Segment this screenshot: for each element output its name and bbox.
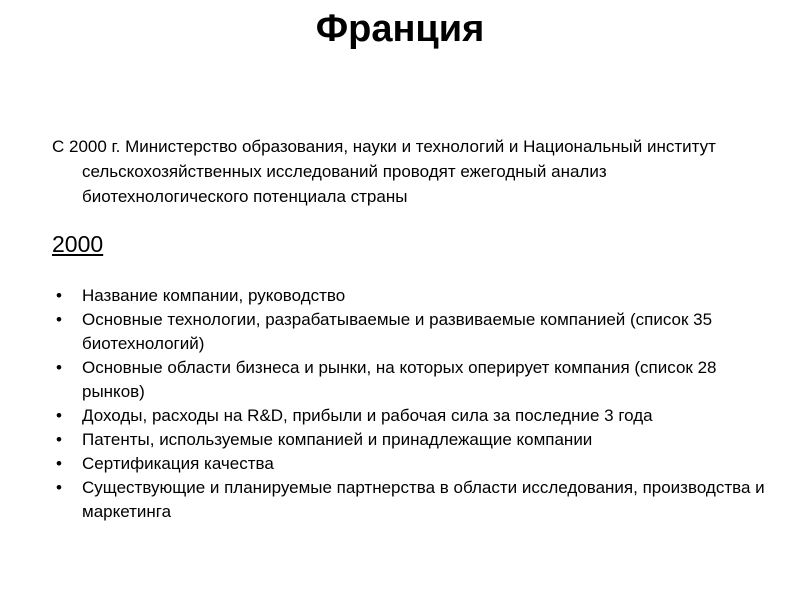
bullet-icon: •: [56, 286, 62, 305]
year-heading: 2000: [52, 231, 104, 257]
list-item-text: Патенты, используемые компанией и принадлежащие компании: [82, 430, 593, 449]
list-item: [52, 476, 772, 524]
bullet-icon: •: [56, 406, 62, 425]
list-item-text: Доходы, расходы на R&D, прибыли и рабочая сила за последние 3 года: [82, 406, 653, 425]
bullet-icon: •: [56, 478, 62, 497]
list-item-text: Сертификация качества: [82, 454, 274, 473]
list-item: [52, 452, 772, 476]
list-item-text: Основные области бизнеса и рынки, на которых оперирует компания (список 28 рынков): [82, 358, 717, 401]
intro-paragraph: С 2000 г. Министерство образования, науки и технологий и Национальный институт сельскохозяйственных исследований проводят ежегодный анализ биотехнологического потенциала страны: [52, 137, 716, 206]
list-item-text: Основные технологии, разрабатываемые и развиваемые компанией (список 35 биотехнологий): [82, 310, 713, 353]
bullet-icon: •: [56, 430, 62, 449]
bullet-list: [52, 284, 772, 524]
list-item: [52, 356, 772, 404]
bullet-icon: •: [56, 358, 62, 377]
bullet-icon: •: [56, 454, 62, 473]
bullet-icon: •: [56, 310, 62, 329]
list-item: [52, 284, 772, 308]
list-item: [52, 308, 772, 356]
list-item-text: Название компании, руководство: [82, 286, 346, 305]
slide-title: Франция: [315, 8, 485, 50]
list-item: [52, 428, 772, 452]
list-item-text: Существующие и планируемые партнерства в области исследования, производства и маркетинга: [82, 478, 765, 521]
list-item: [52, 404, 772, 428]
